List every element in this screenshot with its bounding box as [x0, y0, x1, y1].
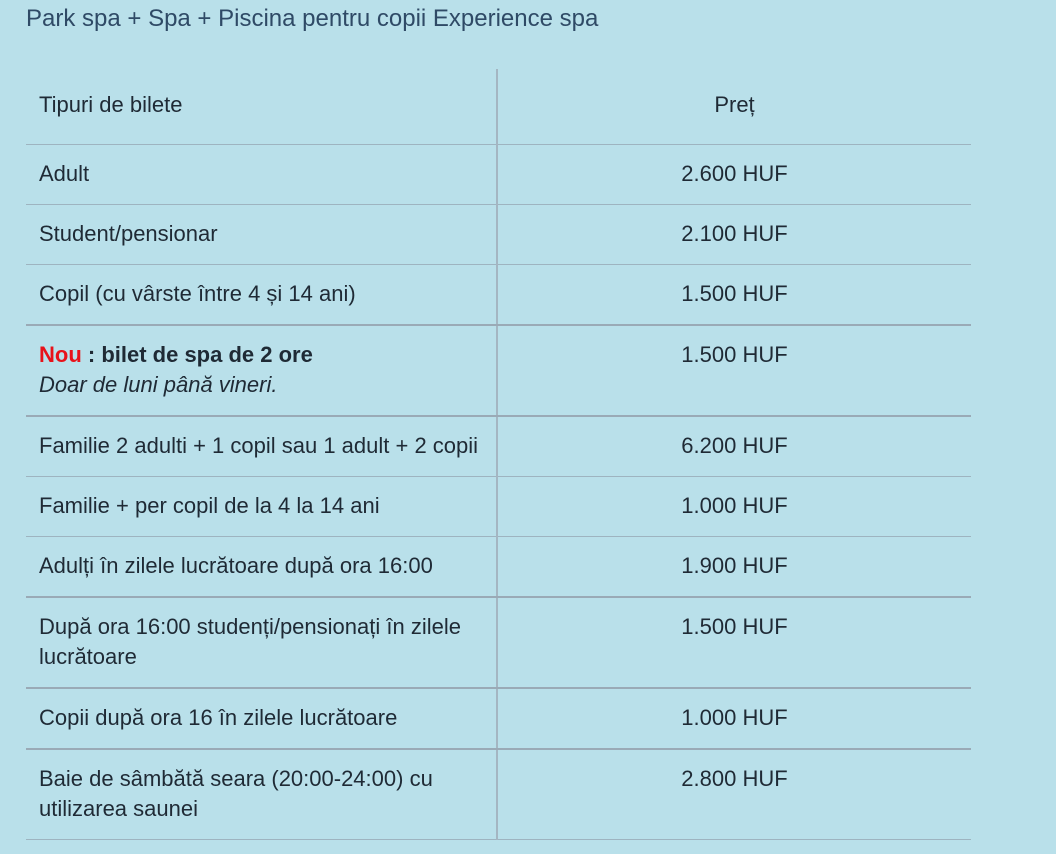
page-title: Park spa + Spa + Piscina pentru copii Experience spa [26, 5, 599, 32]
price-cell: 2.800 HUF [497, 749, 971, 840]
price-cell: 1.500 HUF [497, 325, 971, 416]
table-header-row [26, 69, 971, 145]
ticket-type-cell: Familie 2 adulti + 1 copil sau 1 adult + 2 copii [26, 416, 497, 477]
ticket-type-cell: Copii după ora 16 în zilele lucrătoare [26, 688, 497, 749]
table-row [26, 145, 971, 205]
table-row [26, 749, 971, 840]
price-cell: 1.000 HUF [497, 688, 971, 749]
ticket-type-note: Doar de luni până vineri. [39, 372, 278, 397]
column-header-ticket-type: Tipuri de bilete [26, 69, 497, 145]
price-cell: 6.200 HUF [497, 416, 971, 477]
price-cell: 2.100 HUF [497, 205, 971, 265]
price-cell: 1.500 HUF [497, 265, 971, 326]
price-cell: 1.500 HUF [497, 597, 971, 688]
table-row [26, 537, 971, 598]
ticket-type-cell: După ora 16:00 studenți/pensionați în zilele lucrătoare [26, 597, 497, 688]
ticket-type-cell: Familie + per copil de la 4 la 14 ani [26, 477, 497, 537]
table-row [26, 205, 971, 265]
table-row [26, 597, 971, 688]
table-row [26, 688, 971, 749]
ticket-price-table [26, 69, 971, 840]
table-row [26, 416, 971, 477]
table-row [26, 477, 971, 537]
column-header-price: Preț [497, 69, 971, 145]
new-badge-text: Nou [39, 342, 82, 367]
price-cell: 2.600 HUF [497, 145, 971, 205]
ticket-type-cell: Adult [26, 145, 497, 205]
ticket-type-cell: Copil (cu vârste între 4 și 14 ani) [26, 265, 497, 326]
ticket-type-cell: Student/pensionar [26, 205, 497, 265]
price-cell: 1.900 HUF [497, 537, 971, 598]
ticket-type-cell [26, 325, 497, 416]
ticket-type-cell: Adulți în zilele lucrătoare după ora 16:00 [26, 537, 497, 598]
table-row [26, 325, 971, 416]
table-row [26, 265, 971, 326]
price-cell: 1.000 HUF [497, 477, 971, 537]
ticket-type-bold-text: : bilet de spa de 2 ore [81, 342, 313, 367]
ticket-type-cell: Baie de sâmbătă seara (20:00-24:00) cu utilizarea saunei [26, 749, 497, 840]
